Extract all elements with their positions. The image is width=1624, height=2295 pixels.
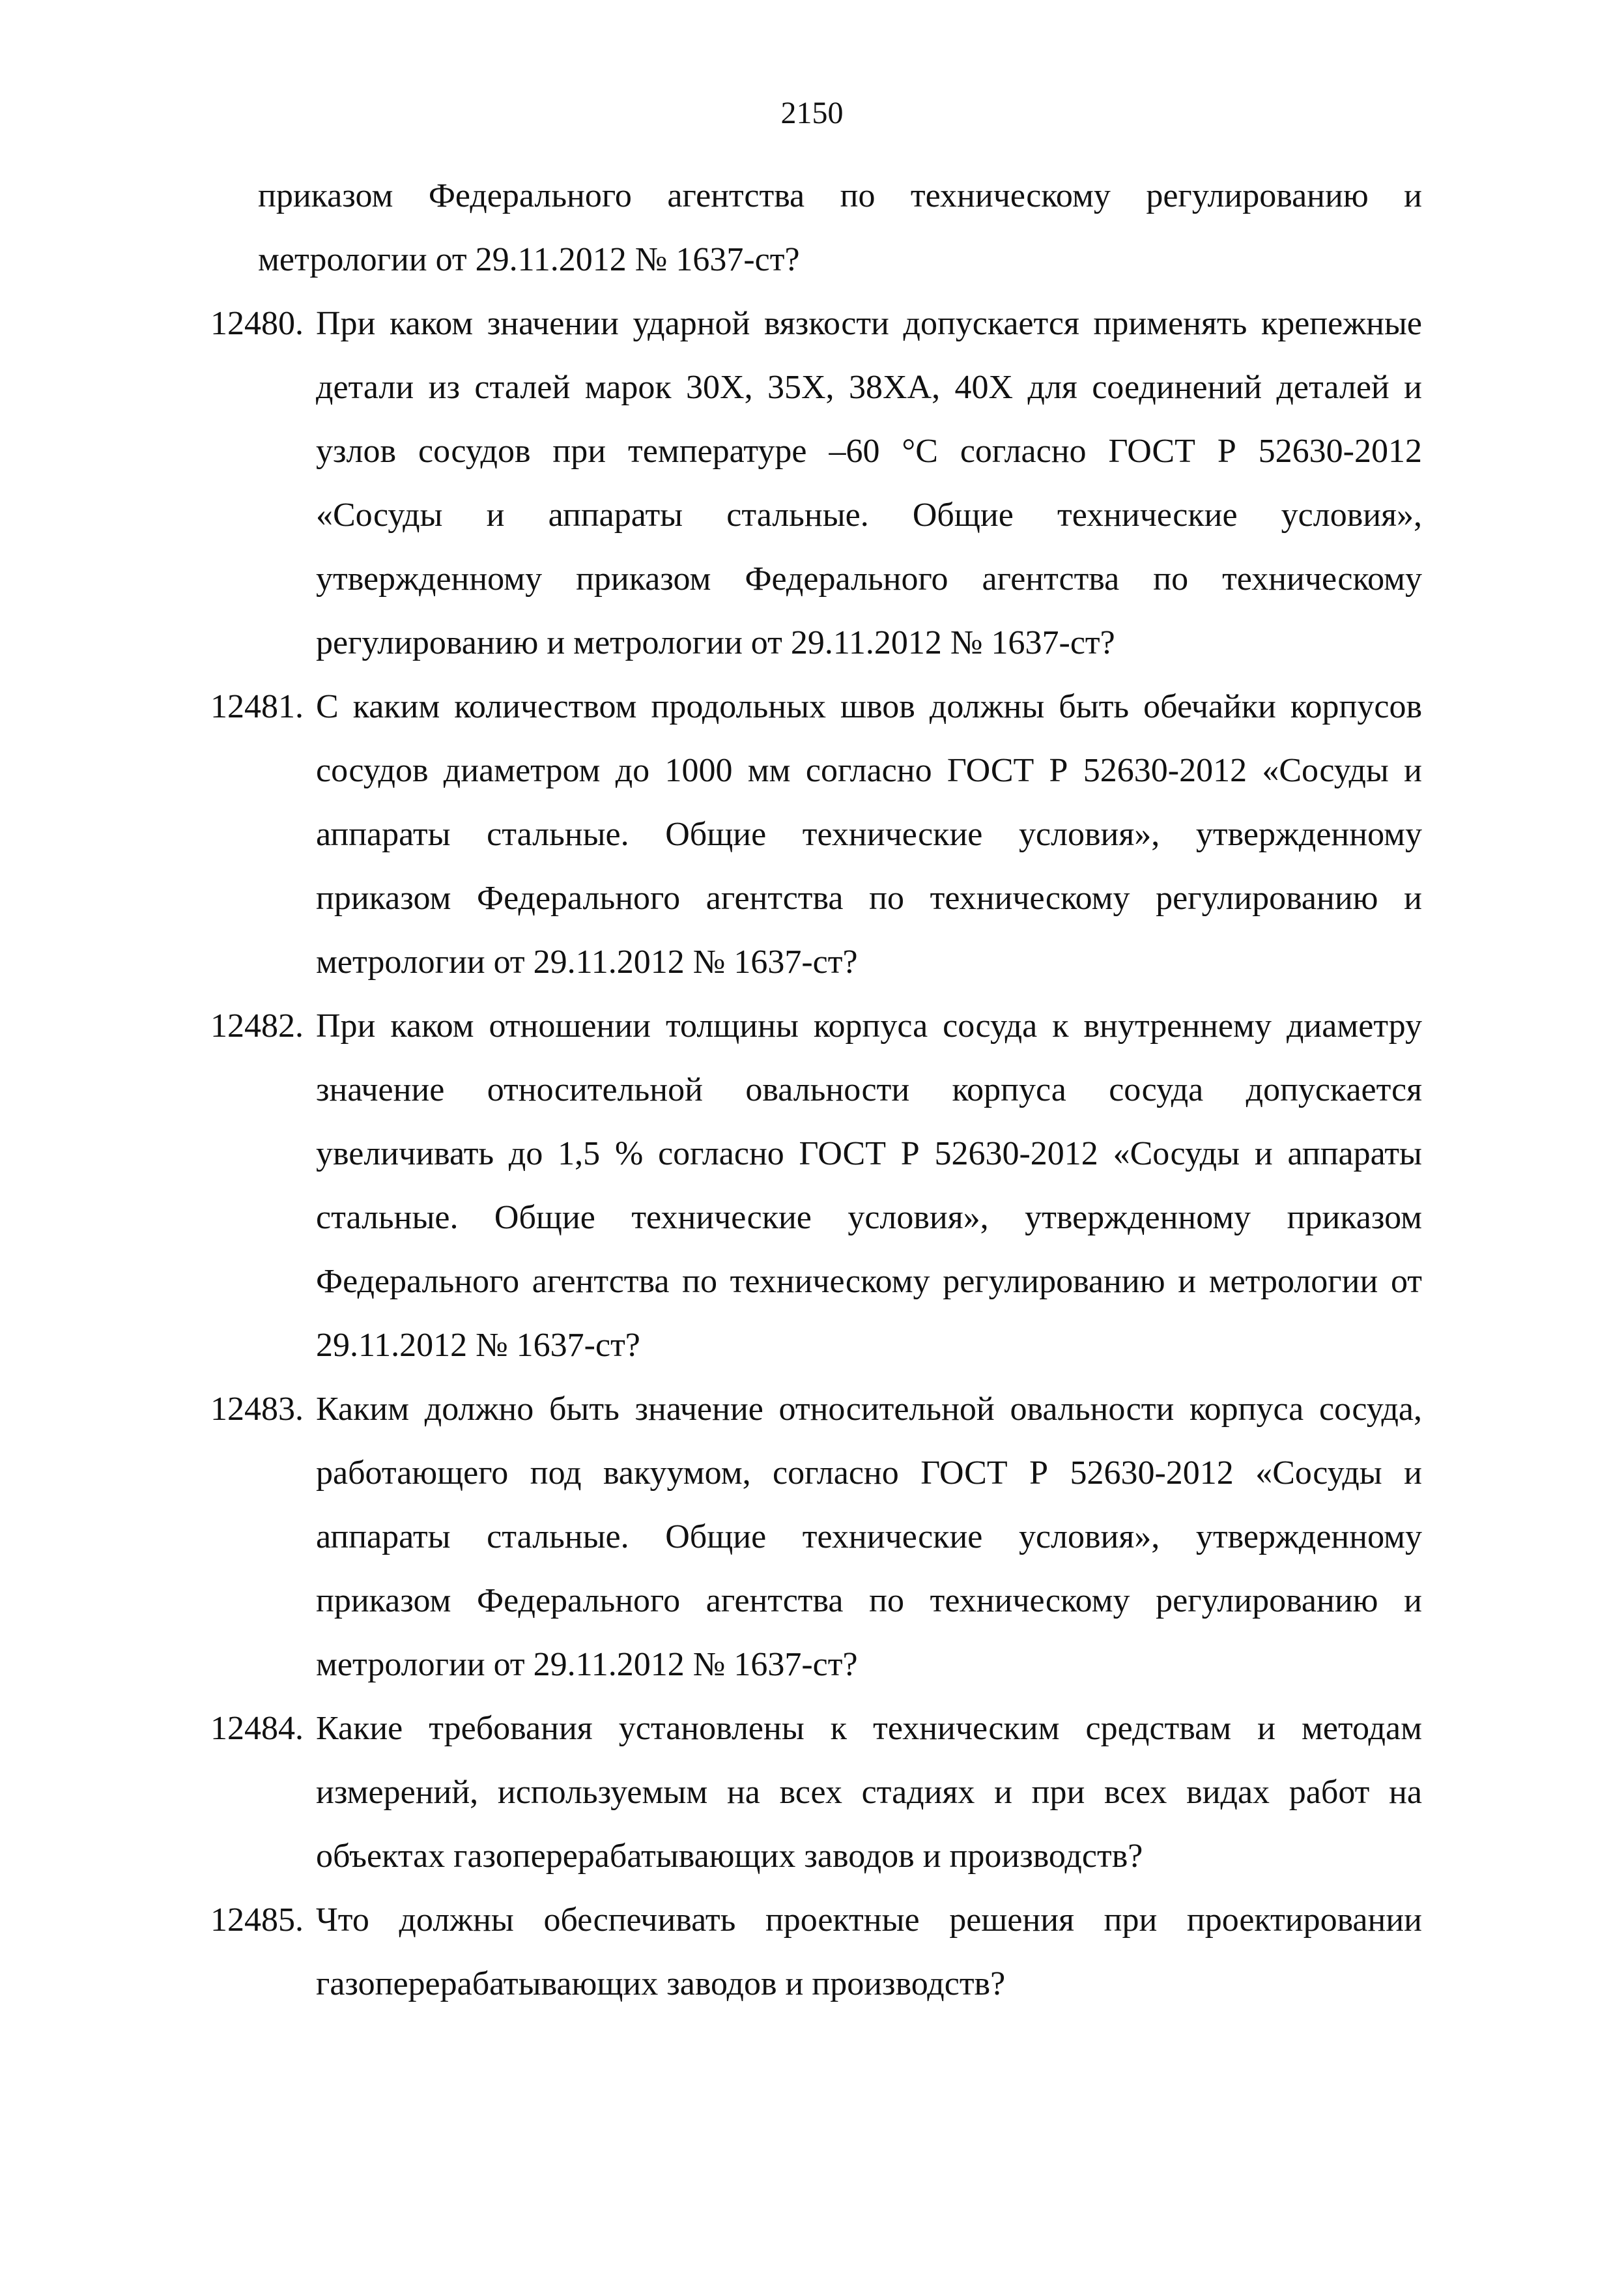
question-item xyxy=(210,1697,1422,1888)
question-number: 12480. xyxy=(210,305,304,342)
question-item xyxy=(210,1378,1422,1697)
question-number: 12481. xyxy=(210,688,304,725)
question-number: 12483. xyxy=(210,1391,304,1428)
question-text: Каким должно быть значение относительной овальности корпуса сосуда, работающего под вакуумом, согласно ГОСТ Р 52630-2012 «Сосуды и аппараты стальные. Общие технические условия», утвержденному приказом Федерального агентства по техническому регулированию и метрологии от 29.11.2012 № 1637-ст? xyxy=(316,1391,1422,1683)
question-text: Какие требования установлены к техническим средствам и методам измерений, используемым на всех стадиях и при всех видах работ на объектах газоперерабатывающих заводов и производств? xyxy=(316,1710,1422,1875)
question-text: Что должны обеспечивать проектные решения при проектировании газоперерабатывающих заводов и производств? xyxy=(316,1901,1422,2002)
question-number: 12485. xyxy=(210,1901,304,1939)
continuation-text: приказом Федерального агентства по техническому регулированию и метрологии от 29.11.2012 № 1637-ст? xyxy=(258,177,1422,278)
question-item xyxy=(210,292,1422,675)
question-list xyxy=(210,164,1422,2016)
question-item xyxy=(210,1888,1422,2016)
question-number: 12482. xyxy=(210,1007,304,1045)
question-text: С каким количеством продольных швов должны быть обечайки корпусов сосудов диаметром до 1000 мм согласно ГОСТ Р 52630-2012 «Сосуды и аппараты стальные. Общие технические условия», утвержденному приказом Федерального агентства по техническому регулированию и метрологии от 29.11.2012 № 1637-ст? xyxy=(316,688,1422,981)
question-text: При каком значении ударной вязкости допускается применять крепежные детали из сталей марок 30Х, 35Х, 38ХА, 40Х для соединений деталей и узлов сосудов при температуре –60 °С согласно ГОСТ Р 52630-2012 «Сосуды и аппараты стальные. Общие технические условия», утвержденному приказом Федерального агентства по техническому регулированию и метрологии от 29.11.2012 № 1637-ст? xyxy=(316,305,1422,661)
question-text: При каком отношении толщины корпуса сосуда к внутреннему диаметру значение относительной овальности корпуса сосуда допускается увеличивать до 1,5 % согласно ГОСТ Р 52630-2012 «Сосуды и аппараты стальные. Общие технические условия», утвержденному приказом Федерального агентства по техническому регулированию и метрологии от 29.11.2012 № 1637-ст? xyxy=(316,1007,1422,1364)
question-item xyxy=(210,994,1422,1378)
question-number: 12484. xyxy=(210,1710,304,1747)
page-number: 2150 xyxy=(780,96,844,130)
question-item xyxy=(210,675,1422,994)
